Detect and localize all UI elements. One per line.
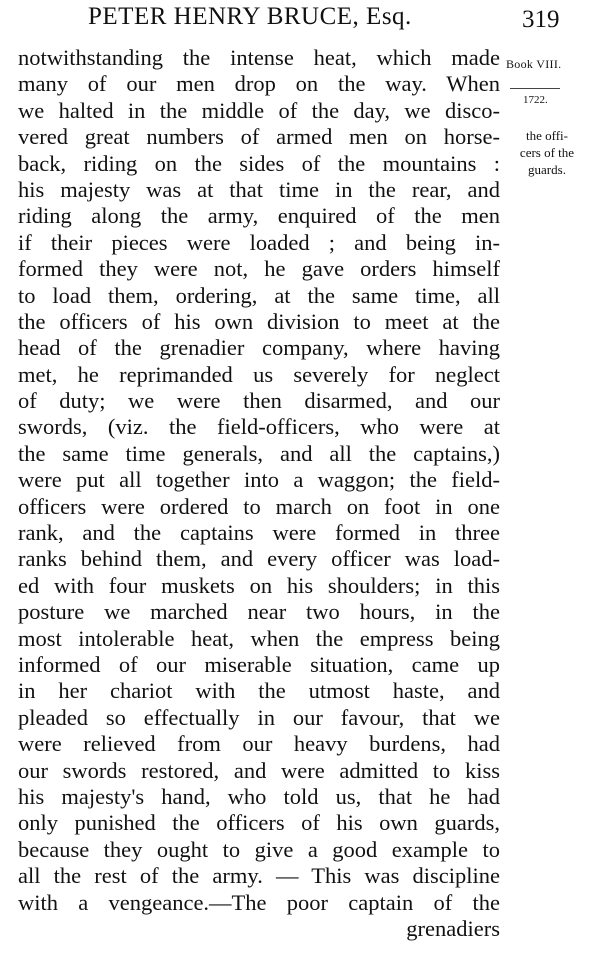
text-line: officers were ordered to march on foot in one	[18, 493, 500, 519]
margin-note-line: cers of the	[519, 145, 575, 160]
margin-rule	[510, 88, 560, 89]
text-line: in her chariot with the utmost haste, and	[18, 678, 500, 704]
text-line: were relieved from our heavy burdens, had	[18, 731, 500, 757]
text-line: we halted in the middle of the day, we disco-	[18, 97, 500, 123]
text-line: vered great numbers of armed men on horse-	[18, 124, 500, 150]
margin-note	[505, 127, 589, 178]
margin-year: 1722.	[523, 94, 548, 106]
text-line: our swords restored, and were admitted to kiss	[18, 757, 500, 783]
text-line: met, he reprimanded us severely for neglect	[18, 361, 500, 387]
text-line: if their pieces were loaded ; and being in-	[18, 229, 500, 255]
text-line: only punished the officers of his own guards,	[18, 810, 500, 836]
text-line: posture we marched near two hours, in the	[18, 599, 500, 625]
text-line: ranks behind them, and every officer was load-	[18, 546, 500, 572]
text-line: notwithstanding the intense heat, which made	[18, 45, 500, 70]
text-line: most intolerable heat, when the empress being	[18, 625, 500, 651]
text-line: of duty; we were then disarmed, and our	[18, 388, 500, 414]
text-line: ed with four muskets on his shoulders; in this	[18, 572, 500, 598]
body-text	[18, 45, 500, 942]
text-line: riding along the army, enquired of the men	[18, 203, 500, 229]
text-line: were put all together into a waggon; the field-	[18, 467, 500, 493]
margin-note-line: the offi-	[526, 128, 568, 143]
margin-book-label: Book VIII.	[506, 57, 562, 71]
page-number: 319	[522, 6, 560, 33]
text-line: to load them, ordering, at the same time, all	[18, 282, 500, 308]
text-line: head of the grenadier company, where having	[18, 335, 500, 361]
catchword: grenadiers	[406, 915, 500, 941]
text-line: swords, (viz. the field-officers, who were at	[18, 414, 500, 440]
text-line: with a vengeance.—The poor captain of the	[18, 889, 500, 915]
text-line: all the rest of the army. — This was discipline	[18, 863, 500, 889]
text-line: pleaded so effectually in our favour, that we	[18, 704, 500, 730]
text-line: his majesty was at that time in the rear, and	[18, 176, 500, 202]
text-line: his majesty's hand, who told us, that he had	[18, 783, 500, 809]
text-line: back, riding on the sides of the mountains :	[18, 150, 500, 176]
running-head-title: PETER HENRY BRUCE, Esq.	[88, 3, 412, 30]
text-line: rank, and the captains were formed in three	[18, 520, 500, 546]
text-line: the officers of his own division to meet at the	[18, 308, 500, 334]
margin-note-line: guards.	[528, 162, 566, 177]
text-line: the same time generals, and all the captains,)	[18, 440, 500, 466]
text-line: because they ought to give a good example to	[18, 836, 500, 862]
text-line: informed of our miserable situation, came up	[18, 651, 500, 677]
text-line: many of our men drop on the way. When	[18, 71, 500, 97]
text-line: formed they were not, he gave orders himself	[18, 256, 500, 282]
